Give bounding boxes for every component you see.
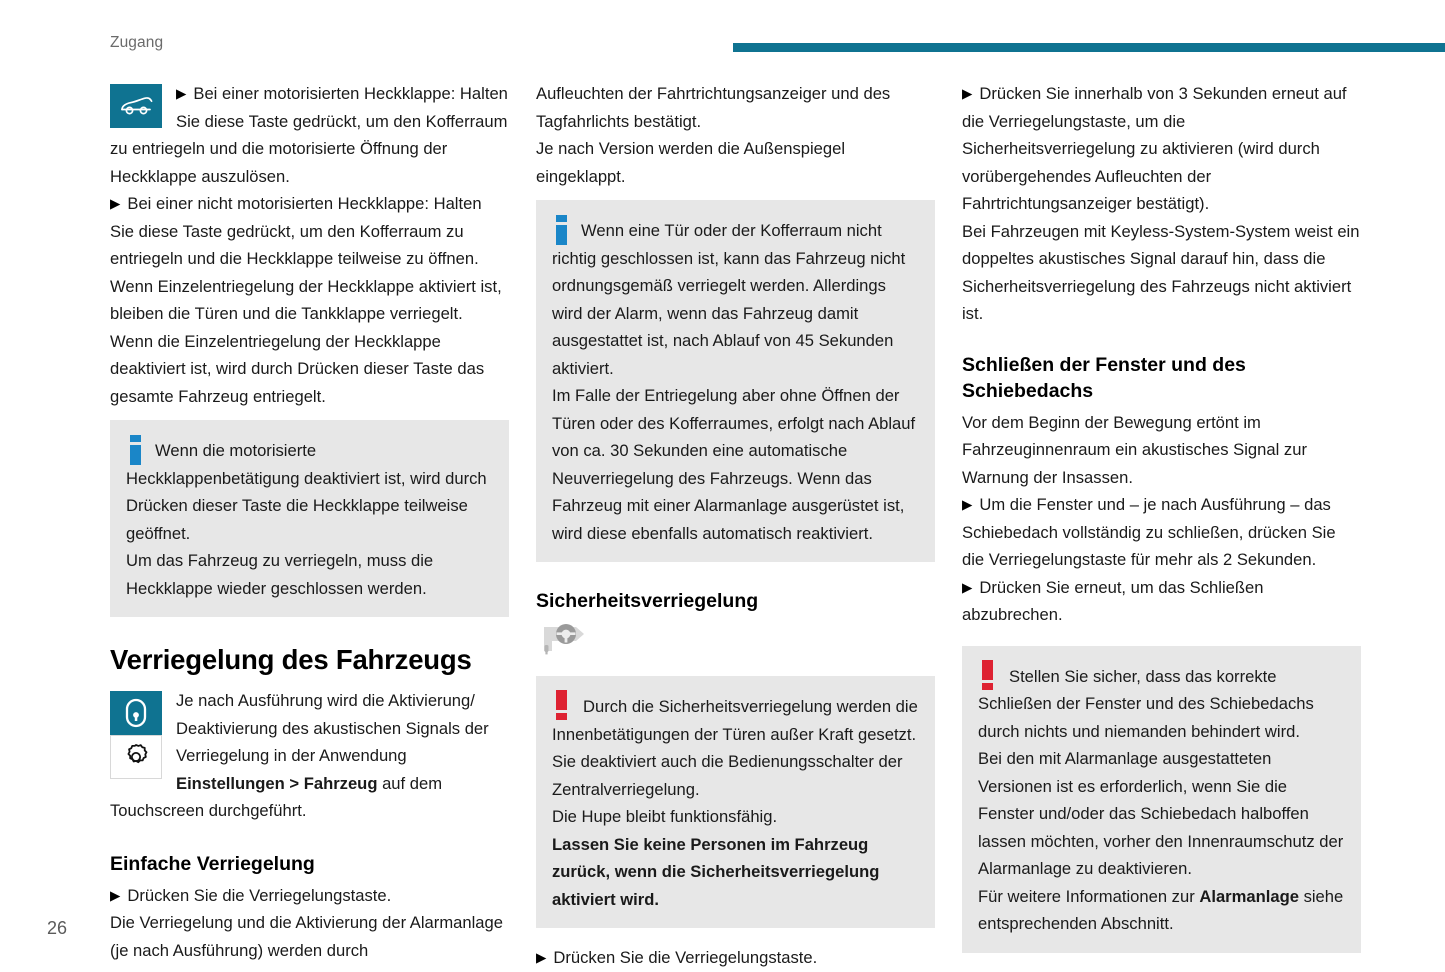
- tailgate-block: [110, 80, 509, 410]
- closing-windows-bullet-1: [962, 491, 1361, 574]
- info-callout-door-trunk-line-1-text: Wenn eine Tür oder der Kofferraum nicht richtig geschlossen ist, kann das Fahrzeug nicht ordnungsgemäß verriegelt werden. Allerdings wird der Alarm, wenn das Fahrzeug damit ausgestattet ist, nach Ablauf von 45 Sekunden aktiviert.: [552, 221, 906, 378]
- warning-icon: [982, 659, 993, 689]
- sub-title-simple-locking: Einfache Verriegelung: [110, 852, 315, 875]
- warning-callout-safety-line-1: [552, 689, 919, 803]
- bullet-arrow-icon: ▶: [962, 579, 973, 595]
- tailgate-paragraph-1-text: Bei einer motorisierten Heckklappe: Halten Sie diese Taste gedrückt, um den Kofferraum zu entriegeln und die motorisierte Öffnung der Heckklappe auszulösen.: [110, 84, 508, 186]
- steering-wheel-icon: [536, 620, 596, 662]
- column-3: [962, 80, 1361, 972]
- keyless-paragraph: Bei Fahrzeugen mit Keyless-System-System weist ein doppeltes akustisches Signal darauf hin, dass die Sicherheitsverriegelung des Fahrzeugs nicht aktiviert ist.: [962, 221, 1360, 323]
- sub-title-safety-locking: Sicherheitsverriegelung: [536, 590, 759, 612]
- info-icon: [130, 433, 141, 463]
- simple-locking-bullet-text: Drücken Sie die Verriegelungstaste.: [127, 885, 392, 905]
- bullet-arrow-icon: ▶: [962, 497, 973, 512]
- alarm-system-reference: Alarmanlage: [1199, 886, 1299, 906]
- sub-title-closing-windows: Schließen der Fenster und des Schiebedachs: [962, 353, 1246, 402]
- safety-locking-final-bullet: [536, 944, 935, 972]
- safety-activation-bullet: [962, 80, 1361, 218]
- tailgate-paragraph-2-text: Bei einer nicht motorisierten Heckklappe: Halten Sie diese Taste gedrückt, um den Kofferraum zu entriegeln und die Heckklappe teilweise zu öffnen. Wenn Einzelentriegelung der Heckklappe aktiviert ist, bleiben die Türen und die Tankklappe verriegelt. Wenn die Einzelentriegelung der Heckklappe deaktiviert ist, wird durch Drücken dieser Taste das gesamte Fahrzeug entriegelt.: [110, 194, 502, 406]
- info-callout-tailgate-line-1: [126, 433, 493, 547]
- warning-callout-safety-line-2: Die Hupe bleibt funktionsfähig.: [552, 807, 778, 826]
- info-callout-door-trunk-line-2: Im Falle der Entriegelung aber ohne Öffnen der Türen oder des Kofferraumes, erfolgt nach Ablauf von ca. 30 Sekunden eine automatische Neuverriegelung des Fahrzeugs. Wenn das Fahrzeug mit einer Alarmanlage ausgerüstet ist, wird diese ebenfalls automatisch reaktiviert.: [552, 386, 916, 543]
- settings-paragraph: [110, 687, 509, 825]
- info-callout-door-trunk: [536, 200, 935, 562]
- settings-paragraph-pre: Je nach Ausführung wird die Aktivierung/ Deaktivierung des akustischen Signals der Verriegelung in der Anwendung: [176, 691, 489, 765]
- gear-icon: [110, 735, 162, 779]
- info-callout-tailgate-line-1-text: Wenn die motorisierte Heckklappenbetätigung deaktiviert ist, wird durch Drücken dieser Taste die Heckklappe teilweise geöffnet.: [126, 441, 487, 543]
- continuation-paragraph-1: Aufleuchten der Fahrtrichtungsanzeiger und des Tagfahrlichts bestätigt.: [536, 84, 891, 131]
- settings-path-bold: Einstellungen > Fahrzeug: [176, 773, 378, 793]
- bullet-arrow-icon: ▶: [962, 86, 973, 101]
- bullet-arrow-icon: ▶: [536, 950, 547, 965]
- warning-callout-safety-line-1-text: Durch die Sicherheitsverriegelung werden die Innenbetätigungen der Türen außer Kraft gesetzt. Sie deaktiviert auch die Bedienungsschalter der Zentralverriegelung.: [552, 697, 918, 799]
- header-rule: [733, 43, 1445, 52]
- warning-callout-closing-line-2: Bei den mit Alarmanlage ausgestatteten Versionen ist es erforderlich, wenn Sie die Fenster und/oder das Schiebedach halboffen lassen möchten, vorher den Innenraumschutz der Alarmanlage zu deaktivieren.: [978, 749, 1344, 878]
- info-callout-door-trunk-line-1: [552, 213, 919, 382]
- closing-windows-bullet-2-text: Drücken Sie erneut, um das Schließen abzubrechen.: [962, 577, 1264, 624]
- column-1: [110, 80, 509, 972]
- warning-callout-closing-line-3-post: siehe entsprechenden Abschnitt.: [978, 886, 1344, 933]
- bullet-arrow-icon: ▶: [176, 86, 187, 101]
- warning-callout-closing-line-3-pre: Für weitere Informationen zur: [978, 886, 1200, 906]
- closing-windows-bullet-2: [962, 574, 1361, 629]
- safety-locking-final-bullet-text: Drücken Sie die Verriegelungstaste.: [553, 948, 818, 967]
- lock-settings-pictograms: [110, 691, 162, 779]
- settings-paragraph-post: auf dem Touchscreen durchgeführt.: [110, 773, 443, 820]
- info-callout-tailgate: [110, 420, 509, 617]
- warning-callout-closing-line-1: [978, 659, 1345, 746]
- warning-icon: [556, 689, 567, 719]
- warning-callout-safety-locking: [536, 676, 935, 928]
- steering-wheel-pictogram-row: [536, 620, 935, 666]
- page-number: 26: [47, 918, 68, 938]
- settings-block: [110, 687, 509, 825]
- header-chapter-title: Zugang: [110, 34, 164, 51]
- section-title-vehicle-locking: Verriegelung des Fahrzeugs: [110, 644, 472, 675]
- warning-callout-closing-line-1-text: Stellen Sie sicher, dass das korrekte Schließen der Fenster und des Schiebedachs durch nichts und niemanden behindert wird.: [978, 666, 1314, 741]
- warning-callout-safety-line-3: Lassen Sie keine Personen im Fahrzeug zurück, wenn die Sicherheitsverriegelung aktiviert wird.: [552, 834, 880, 909]
- warning-callout-closing-windows: [962, 646, 1361, 953]
- tailgate-paragraph-2: [110, 190, 509, 410]
- continuation-paragraph-2: Je nach Version werden die Außenspiegel eingeklappt.: [536, 139, 846, 186]
- bullet-arrow-icon: ▶: [110, 887, 121, 903]
- closing-windows-bullet-1-text: Um die Fenster und – je nach Ausführung – das Schiebedach vollständig zu schließen, drücken Sie die Verriegelungstaste für mehr als 2 Sekunden.: [962, 495, 1336, 569]
- page-header: [0, 34, 1445, 62]
- info-icon: [556, 213, 567, 243]
- simple-locking-bullet: [110, 882, 509, 910]
- tailgate-paragraph-1: [110, 80, 509, 190]
- safety-activation-bullet-text: Drücken Sie innerhalb von 3 Sekunden erneut auf die Verriegelungstaste, um die Sicherheitsverriegelung zu aktivieren (wird durch vorübergehendes Aufleuchten der Fahrtrichtungsanzeiger bestätigt).: [962, 84, 1347, 213]
- closing-windows-paragraph: Vor dem Beginn der Bewegung ertönt im Fahrzeuginnenraum ein akustisches Signal zur Warnung der Insassen.: [962, 412, 1307, 487]
- warning-callout-closing-line-3: [978, 883, 1345, 938]
- column-2: [536, 80, 935, 972]
- bullet-arrow-icon: ▶: [110, 196, 121, 211]
- page-columns: [110, 80, 1380, 972]
- simple-locking-paragraph: Die Verriegelung und die Aktivierung der Alarmanlage (je nach Ausführung) werden durch: [110, 913, 503, 960]
- padlock-icon: [110, 691, 162, 735]
- info-callout-tailgate-line-2: Um das Fahrzeug zu verriegeln, muss die Heckklappe wieder geschlossen werden.: [126, 551, 434, 598]
